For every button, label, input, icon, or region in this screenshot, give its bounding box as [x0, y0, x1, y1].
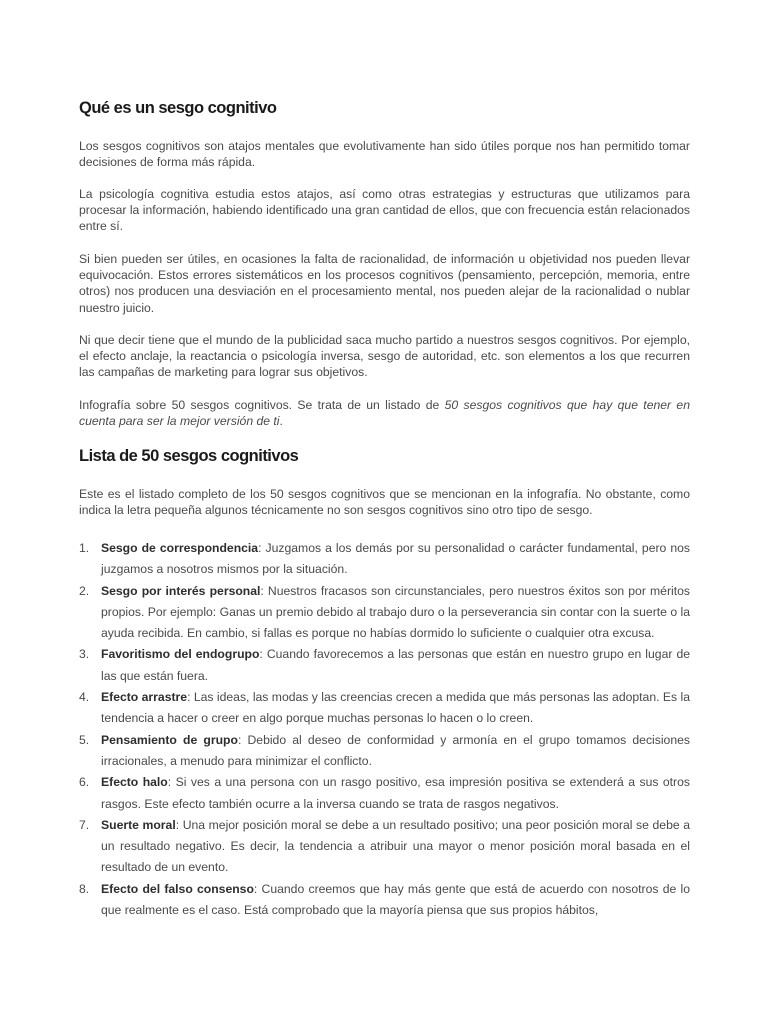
list-item: [79, 687, 690, 730]
paragraph: Este es el listado completo de los 50 sesgos cognitivos que se mencionan en la infografía. No obstante, como indica la letra pequeña algunos técnicamente no son sesgos cognitivos sino otro tipo de sesgo.: [79, 487, 690, 518]
list-item: [79, 538, 690, 581]
list-number: 4.: [79, 690, 90, 705]
paragraph: La psicología cognitiva estudia estos atajos, así como otras estrategias y estructuras que utilizamos para procesar la información, habiendo identificado una gran cantidad de ellos, que con frecuencia están relacionados entre sí.: [79, 187, 690, 234]
bias-description: : Las ideas, las modas y las creencias crecen a medida que más personas las adoptan. Es la tendencia a hacer o creer en algo porque muchas personas lo hacen o lo creen.: [101, 690, 690, 726]
list-number: 2.: [79, 583, 90, 598]
bias-description: : Juzgamos a los demás por su personalidad o carácter fundamental, pero nos juzgamos a nosotros mismos por la situación.: [101, 541, 691, 577]
infographic-text: Infografía sobre 50 sesgos cognitivos. Se trata de un listado de: [79, 398, 445, 412]
bias-term: Efecto del falso consenso: [101, 881, 254, 896]
list-number: 3.: [79, 647, 90, 662]
section-heading: Qué es un sesgo cognitivo: [79, 99, 277, 117]
section-heading: Lista de 50 sesgos cognitivos: [79, 447, 299, 465]
list-item: [79, 730, 690, 773]
list-item: [79, 644, 690, 687]
list-number: 6.: [79, 775, 90, 790]
bias-term: Efecto halo: [101, 775, 168, 790]
bias-term: Favoritismo del endogrupo: [101, 647, 260, 662]
bias-term: Sesgo por interés personal: [101, 583, 261, 598]
bias-term: Efecto arrastre: [101, 690, 188, 705]
list-number: 1.: [79, 541, 90, 555]
bias-description: : Cuando creemos que hay más gente que está de acuerdo con nosotros de lo que realmente es el caso. Está comprobado que la mayoría piensa que sus propios hábitos,: [101, 881, 690, 918]
bias-list: [79, 538, 690, 921]
paragraph: Ni que decir tiene que el mundo de la publicidad saca mucho partido a nuestros sesgos cognitivos. Por ejemplo, el efecto anclaje, la reactancia o psicología inversa, sesgo de autoridad, etc. son elementos a los que recurren las campañas de marketing para lograr sus objetivos.: [79, 333, 690, 380]
infographic-paragraph: [79, 397, 690, 429]
bias-term: Pensamiento de grupo: [101, 732, 238, 747]
paragraph: Los sesgos cognitivos son atajos mentales que evolutivamente han sido útiles porque nos han permitido tomar decisiones de forma más rápida.: [79, 139, 690, 170]
list-item: [79, 772, 690, 815]
list-number: 8.: [79, 881, 90, 896]
paragraph: Si bien pueden ser útiles, en ocasiones la falta de racionalidad, de información u objetividad nos pueden llevar equivocación. Estos errores sistemáticos en los procesos cognitivos (pensamiento, percepción, memoria, entre otros) nos producen una desviación en el procesamiento mental, nos pueden alejar de la racionalidad o nublar nuestro juicio.: [79, 252, 690, 315]
infographic-end: .: [279, 414, 283, 429]
list-item: [79, 815, 690, 879]
list-item: [79, 879, 690, 922]
bias-description: : Debido al deseo de conformidad y armonía en el grupo tomamos decisiones irracionales, a menudo para minimizar el conflicto.: [101, 732, 690, 768]
list-number: 5.: [79, 732, 90, 747]
infographic-italic-text: 50 sesgos cognitivos que hay que tener en cuenta para ser la mejor versión de ti: [79, 398, 690, 429]
list-number: 7.: [79, 817, 90, 832]
bias-description: : Una mejor posición moral se debe a un resultado positivo; una peor posición moral se debe a un resultado negativo. Es decir, la tendencia a atribuir una mayor o menor posición moral basada en el resultado de un evento.: [101, 817, 690, 875]
list-item: [79, 581, 690, 645]
bias-description: : Nuestros fracasos son circunstanciales, pero nuestros éxitos son por méritos propios. Por ejemplo: Ganas un premio debido al trabajo duro o la perseverancia sin contar con la suerte o la ayuda recibida. En cambio, si fallas es porque no habías dormido lo suficiente o cualquier otra excusa.: [101, 583, 690, 641]
bias-description: : Cuando favorecemos a las personas que están en nuestro grupo en lugar de las que están fuera.: [101, 647, 690, 683]
bias-description: : Si ves a una persona con un rasgo positivo, esa impresión positiva se extenderá a sus otros rasgos. Este efecto también ocurre a la inversa cuando se trata de rasgos negativos.: [101, 775, 690, 811]
bias-term: Sesgo de correspondencia: [101, 541, 259, 555]
bias-term: Suerte moral: [101, 817, 176, 832]
